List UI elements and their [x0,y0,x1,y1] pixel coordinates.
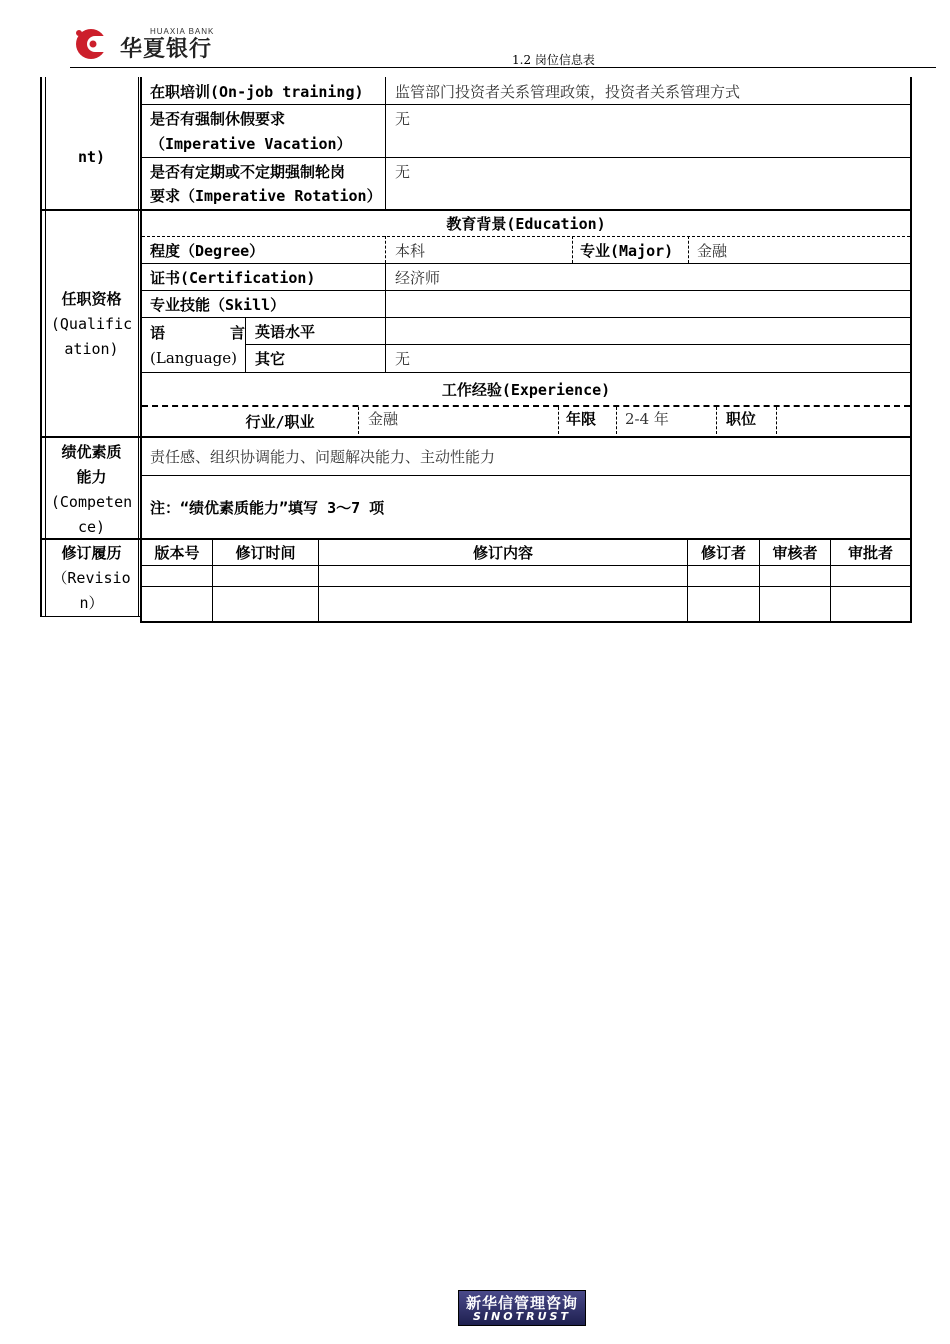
onjob-training-label: 在职培训(On-job training) [150,83,364,101]
section-divider [40,538,912,540]
certification-label: 证书(Certification) [150,269,316,287]
competence-section-label: 绩优素质 [61,443,122,461]
section-divider [40,436,912,438]
sinotrust-logo-english: SINOTRUST [473,1310,571,1323]
revision-cell [319,589,687,619]
dashed-divider [776,407,777,434]
experience-heading: 工作经验(Experience) [441,381,611,399]
imperative-vacation-value: 无 [395,110,411,128]
column-divider [830,539,831,623]
revision-cell [760,567,830,585]
years-label: 年限 [566,410,597,428]
revision-header-reviewer: 审核者 [772,544,818,562]
revision-cell [213,589,318,619]
row-divider [140,263,910,264]
position-label: 职位 [726,410,757,428]
skill-label: 专业技能（Skill） [150,296,286,314]
logo-english-text: HUAXIA BANK [150,27,215,36]
table-border [140,621,912,623]
position-info-table [40,77,913,623]
imperative-vacation-label: （Imperative Vacation） [150,135,352,153]
revision-cell [142,567,212,585]
sinotrust-logo [458,1290,586,1326]
column-divider [318,539,319,623]
row-divider [140,372,910,373]
revision-cell [760,589,830,619]
revision-cell [688,589,759,619]
revision-cell [831,589,910,619]
dashed-divider [385,236,386,263]
major-value: 金融 [697,242,728,260]
qualification-section-label: 任职资格 [61,290,122,308]
revision-section-label: 修订履历 [61,544,122,562]
dashed-divider [716,407,717,434]
revision-header-content: 修订内容 [472,544,533,562]
row-divider [140,475,910,476]
revision-header-approver: 审批者 [847,544,893,562]
degree-value: 本科 [395,242,426,260]
header-divider [70,67,936,68]
other-language-value: 无 [395,350,411,368]
imperative-rotation-value: 无 [395,163,411,181]
table-border [910,77,912,623]
dashed-divider [572,236,573,263]
revision-cell [319,567,687,585]
column-divider [759,539,760,623]
row-divider [140,157,910,158]
qualification-section-label: ation) [64,340,119,358]
imperative-rotation-label: 要求（Imperative Rotation） [150,187,382,205]
row-divider [140,104,910,105]
column-divider [687,539,688,623]
language-label: 语 言 [150,324,245,342]
language-label: (Language) [150,349,237,367]
dashed-divider [358,407,359,434]
table-border [138,77,139,617]
industry-label: 行业/职业 [245,413,315,431]
onjob-training-value: 监管部门投资者关系管理政策，投资者关系管理方式 [395,83,741,101]
revision-header-date: 修订时间 [235,544,296,562]
revision-cell [831,567,910,585]
column-divider [212,539,213,623]
row-divider [140,317,910,318]
dashed-divider [616,407,617,434]
column-divider [385,263,386,373]
qualification-section-label: (Qualific [50,315,133,333]
page-title: 1.2 岗位信息表 [512,53,595,67]
degree-label: 程度（Degree） [150,242,265,260]
revision-section-label: （Revisio [52,569,131,587]
row-divider [140,565,910,566]
imperative-rotation-label: 是否有定期或不定期强制轮岗 [150,163,346,181]
certification-value: 经济师 [395,269,441,287]
dashed-divider [688,236,689,263]
row-divider [245,344,910,345]
competence-note: 注：“绩优素质能力”填写 3～7 项 [150,499,385,517]
revision-header-version: 版本号 [154,544,200,562]
imperative-vacation-label: 是否有强制休假要求 [150,110,286,128]
years-value: 2-4 年 [625,410,669,428]
competence-section-label: (Competen [50,493,133,511]
education-heading: 教育背景(Education) [446,215,606,233]
revision-header-reviser: 修订者 [700,544,746,562]
competence-value: 责任感、组织协调能力、问题解决能力、主动性能力 [150,448,496,466]
page-header [0,0,950,70]
competence-section-label: 能力 [76,468,107,486]
dashed-divider [142,236,910,237]
dashed-divider [558,407,559,434]
revision-section-label: n） [79,594,104,612]
section-divider [40,209,912,211]
column-divider [385,77,386,210]
competence-section-label: ce) [77,518,106,536]
row-divider [140,290,910,291]
table-border [40,77,42,617]
row-divider [140,586,910,587]
revision-cell [213,567,318,585]
training-section-label: nt) [77,148,106,166]
revision-cell [688,567,759,585]
sinotrust-logo-chinese: 新华信管理咨询 [465,1294,578,1312]
other-language-label: 其它 [255,350,286,368]
logo-chinese-text: 华夏银行 [120,37,213,62]
table-border [40,616,142,617]
industry-value: 金融 [368,410,399,428]
major-label: 专业(Major) [580,242,674,260]
revision-cell [142,589,212,619]
english-level-label: 英语水平 [255,323,316,341]
